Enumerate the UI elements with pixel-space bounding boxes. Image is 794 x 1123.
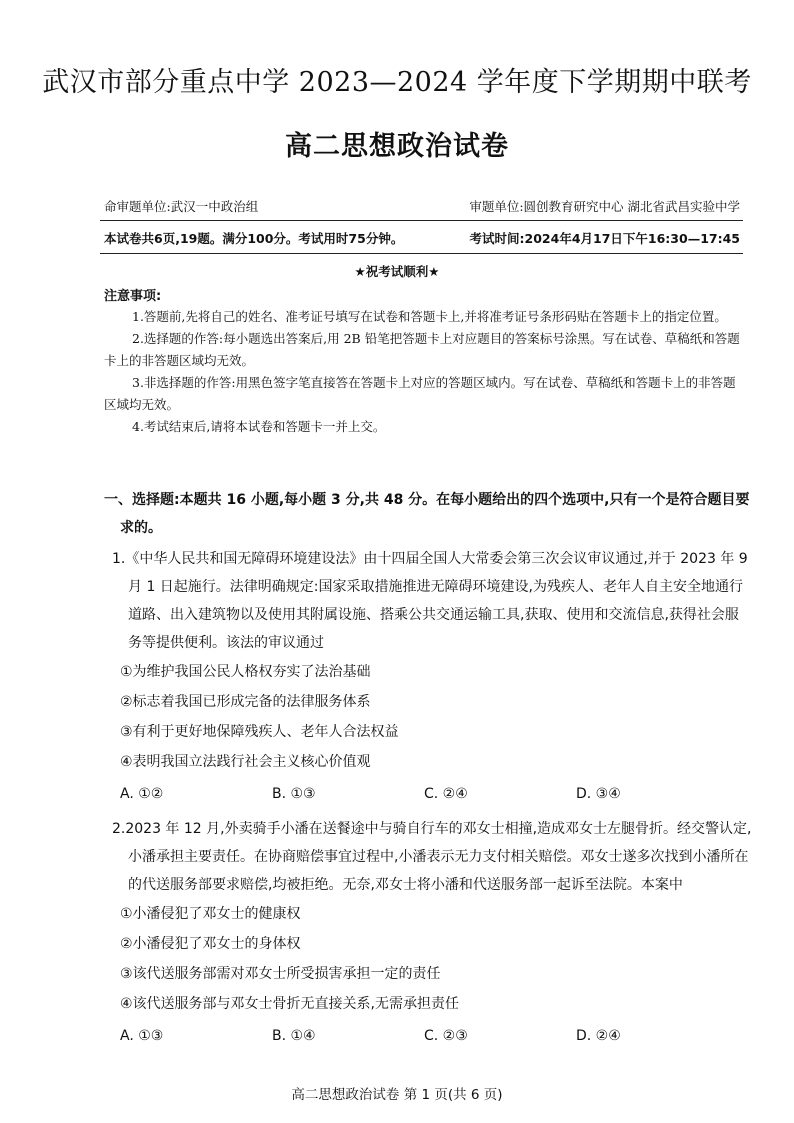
section-heading-line: 一、选择题:本题共 16 小题,每小题 3 分,共 48 分。在每小题给出的四个选项中,只有一个是符合题目要 bbox=[104, 492, 750, 508]
section-heading bbox=[104, 486, 764, 542]
choice-b: B. ①④ bbox=[272, 1028, 316, 1044]
notice-heading: 注意事项: bbox=[104, 289, 162, 304]
statement-option: ④该代送服务部与邓女士骨折无直接关系,无需承担责任 bbox=[120, 996, 459, 1012]
setter-info bbox=[104, 197, 740, 215]
choice-a: A. ①③ bbox=[120, 1028, 164, 1044]
answer-choices bbox=[120, 779, 752, 809]
question-stem: 2.2023 年 12 月,外卖骑手小潘在送餐途中与骑自行车的邓女士相撞,造成邓女士左腿骨折。经交警认定,小潘承担主要责任。在协商赔偿事宜过程中,小潘表示无力支付相关赔偿。邓女士遂多次找到小潘所在的代送服务部要求赔偿,均被拒绝。无奈,邓女士将小潘和代送服务部一起诉至法院。本案中 bbox=[112, 821, 752, 893]
choice-d: D. ③④ bbox=[576, 786, 621, 802]
notice-item: 1.答题前,先将自己的姓名、准考证号填写在试卷和答题卡上,并将准考证号条形码贴在答题卡上的指定位置。 bbox=[132, 309, 727, 324]
good-luck-banner: ★祝考试顺利★ bbox=[354, 264, 440, 279]
page-footer: 高二思想政治试卷 第 1 页(共 6 页) bbox=[291, 1087, 503, 1103]
choice-c: C. ②③ bbox=[424, 1028, 468, 1044]
statement-option: ③有利于更好地保障残疾人、老年人合法权益 bbox=[120, 724, 399, 740]
statement-option: ②小潘侵犯了邓女士的身体权 bbox=[120, 936, 301, 952]
setter-unit: 命审题单位:武汉一中政治组 bbox=[104, 199, 259, 214]
choice-b: B. ①③ bbox=[272, 786, 316, 802]
notice-item: 4.考试结束后,请将本试卷和答题卡一并上交。 bbox=[132, 419, 386, 434]
notice-list bbox=[104, 306, 740, 438]
divider bbox=[100, 253, 743, 254]
statement-option: ②标志着我国已形成完备的法律服务体系 bbox=[120, 694, 371, 710]
question-1 bbox=[112, 545, 752, 809]
exam-subject-title: 高二思想政治试卷 bbox=[285, 131, 509, 162]
question-2 bbox=[112, 815, 752, 1051]
choice-c: C. ②④ bbox=[424, 786, 468, 802]
exam-time: 考试时间:2024年4月17日下午16:30—17:45 bbox=[469, 231, 740, 246]
statement-option: ①为维护我国公民人格权夯实了法治基础 bbox=[120, 664, 371, 680]
exam-title: 武汉市部分重点中学 2023—2024 学年度下学期期中联考 bbox=[42, 67, 752, 98]
choice-d: D. ②④ bbox=[576, 1028, 621, 1044]
question-stem: 1.《中华人民共和国无障碍环境建设法》由十四届全国人大常委会第三次会议审议通过,并于 2023 年 9 月 1 日起施行。法律明确规定:国家采取措施推进无障碍环境建设,为残疾人、老年人自主安全地通行道路、出入建筑物以及使用其附属设施、搭乘公共交通运输工具,获取、使用和交流信息,获得社会服务等提供便利。该法的审议通过 bbox=[112, 551, 748, 651]
statement-option: ③该代送服务部需对邓女士所受损害承担一定的责任 bbox=[120, 966, 441, 982]
statement-option: ①小潘侵犯了邓女士的健康权 bbox=[120, 906, 301, 922]
exam-meta bbox=[104, 229, 740, 247]
statement-option: ④表明我国立法践行社会主义核心价值观 bbox=[120, 754, 371, 770]
notice-item: 2.选择题的作答:每小题选出答案后,用 2B 铅笔把答题卡上对应题目的答案标号涂黑。写在试卷、草稿纸和答题卡上的非答题区域均无效。 bbox=[104, 331, 740, 368]
choice-a: A. ①② bbox=[120, 786, 164, 802]
notice-item: 3.非选择题的作答:用黑色签字笔直接答在答题卡上对应的答题区域内。写在试卷、草稿纸和答题卡上的非答题区域均无效。 bbox=[104, 375, 736, 412]
answer-choices bbox=[120, 1021, 752, 1051]
section-heading-line: 求的。 bbox=[120, 520, 162, 536]
paper-info: 本试卷共6页,19题。满分100分。考试用时75分钟。 bbox=[104, 231, 404, 246]
divider bbox=[100, 220, 743, 221]
review-unit: 审题单位:圆创教育研究中心 湖北省武昌实验中学 bbox=[469, 199, 740, 214]
